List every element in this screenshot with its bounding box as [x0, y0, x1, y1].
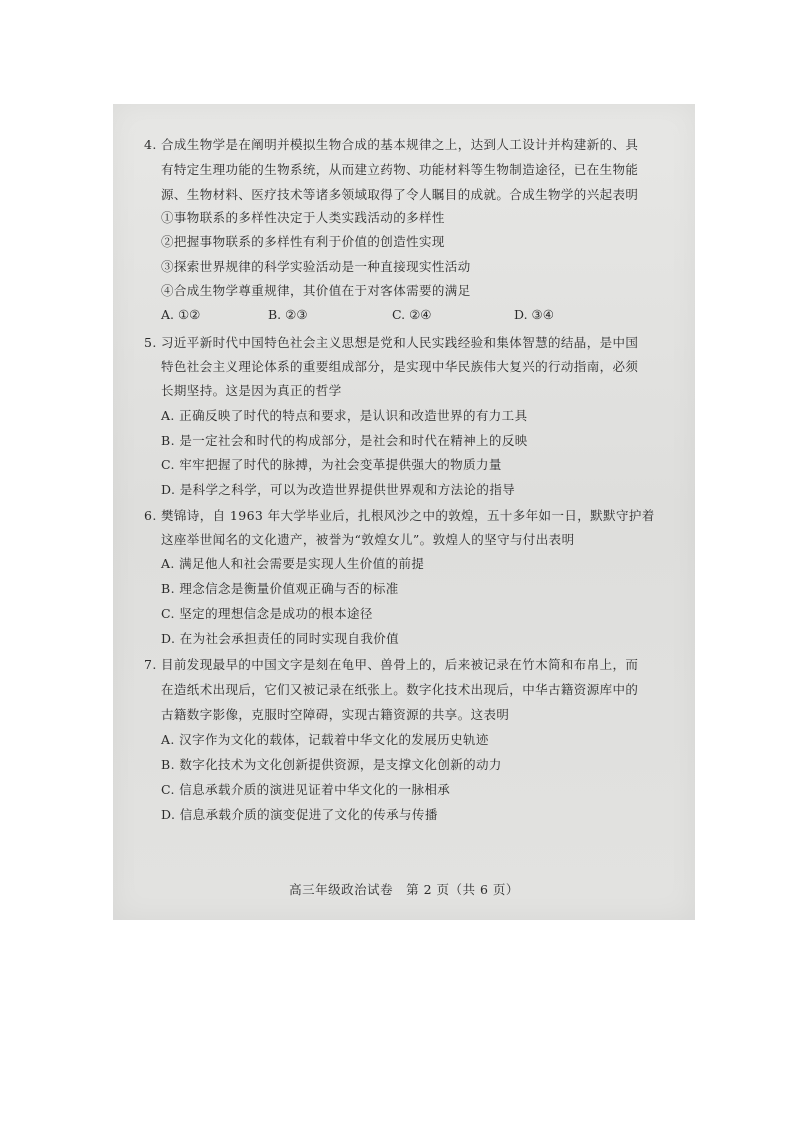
question-stem-line: 源、生物材料、医疗技术等诸多领域取得了令人瞩目的成就。合成生物学的兴起表明	[161, 187, 639, 202]
option-d: D. 在为社会承担责任的同时实现自我价值	[161, 631, 400, 646]
option-a: A. 满足他人和社会需要是实现人生价值的前提	[161, 556, 425, 571]
option-c: C. 信息承载介质的演进见证着中华文化的一脉相承	[161, 782, 451, 797]
option-c: C. 牢牢把握了时代的脉搏，为社会变革提供强大的物质力量	[161, 457, 502, 472]
question-stem-line: 长期坚持。这是因为真正的哲学	[161, 383, 342, 398]
statement-3: ③探索世界规律的科学实验活动是一种直接现实性活动	[161, 259, 471, 274]
question-number: 4.	[144, 137, 157, 152]
question-number: 7.	[144, 657, 157, 672]
option-a: A. 汉字作为文化的载体，记载着中华文化的发展历史轨迹	[161, 732, 489, 747]
option-d: D. 信息承载介质的演变促进了文化的传承与传播	[161, 807, 438, 822]
statement-1: ①事物联系的多样性决定于人类实践活动的多样性	[161, 210, 445, 225]
question-stem-line: 目前发现最早的中国文字是刻在龟甲、兽骨上的，后来被记录在竹木简和布帛上，而	[161, 657, 639, 672]
question-stem-line: 习近平新时代中国特色社会主义思想是党和人民实践经验和集体智慧的结晶，是中国	[161, 335, 639, 350]
question-number: 5.	[144, 335, 157, 350]
question-stem-line: 这座举世闻名的文化遗产，被誉为“敦煌女儿”。敦煌人的坚守与付出表明	[161, 532, 575, 547]
statement-2: ②把握事物联系的多样性有利于价值的创造性实现	[161, 234, 445, 249]
question-stem-line: 樊锦诗，自 1963 年大学毕业后，扎根风沙之中的敦煌，五十多年如一日，默默守护着	[161, 508, 655, 523]
page-footer: 高三年级政治试卷 第 2 页（共 6 页）	[289, 882, 519, 897]
choice-b: B. ②③	[268, 307, 308, 322]
choice-a: A. ①②	[161, 307, 201, 322]
option-d: D. 是科学之科学，可以为改造世界提供世界观和方法论的指导	[161, 482, 516, 497]
option-b: B. 理念信念是衡量价值观正确与否的标准	[161, 581, 399, 596]
statement-4: ④合成生物学尊重规律，其价值在于对客体需要的满足	[161, 283, 471, 298]
question-stem-line: 古籍数字影像，克服时空障碍，实现古籍资源的共享。这表明	[161, 707, 510, 722]
question-stem-line: 合成生物学是在阐明并模拟生物合成的基本规律之上，达到人工设计并构建新的、具	[161, 137, 639, 152]
option-b: B. 数字化技术为文化创新提供资源，是支撑文化创新的动力	[161, 757, 502, 772]
question-stem-line: 在造纸术出现后，它们又被记录在纸张上。数字化技术出现后，中华古籍资源库中的	[161, 682, 639, 697]
exam-page-photo	[113, 104, 695, 920]
option-c: C. 坚定的理想信念是成功的根本途径	[161, 606, 373, 621]
question-stem-line: 特色社会主义理论体系的重要组成部分，是实现中华民族伟大复兴的行动指南，必须	[161, 359, 639, 374]
choice-c: C. ②④	[392, 307, 432, 322]
option-b: B. 是一定社会和时代的构成部分，是社会和时代在精神上的反映	[161, 433, 528, 448]
option-a: A. 正确反映了时代的特点和要求，是认识和改造世界的有力工具	[161, 408, 528, 423]
question-number: 6.	[144, 508, 157, 523]
question-stem-line: 有特定生理功能的生物系统，从而建立药物、功能材料等生物制造途径，已在生物能	[161, 162, 639, 177]
choice-d: D. ③④	[514, 307, 554, 322]
